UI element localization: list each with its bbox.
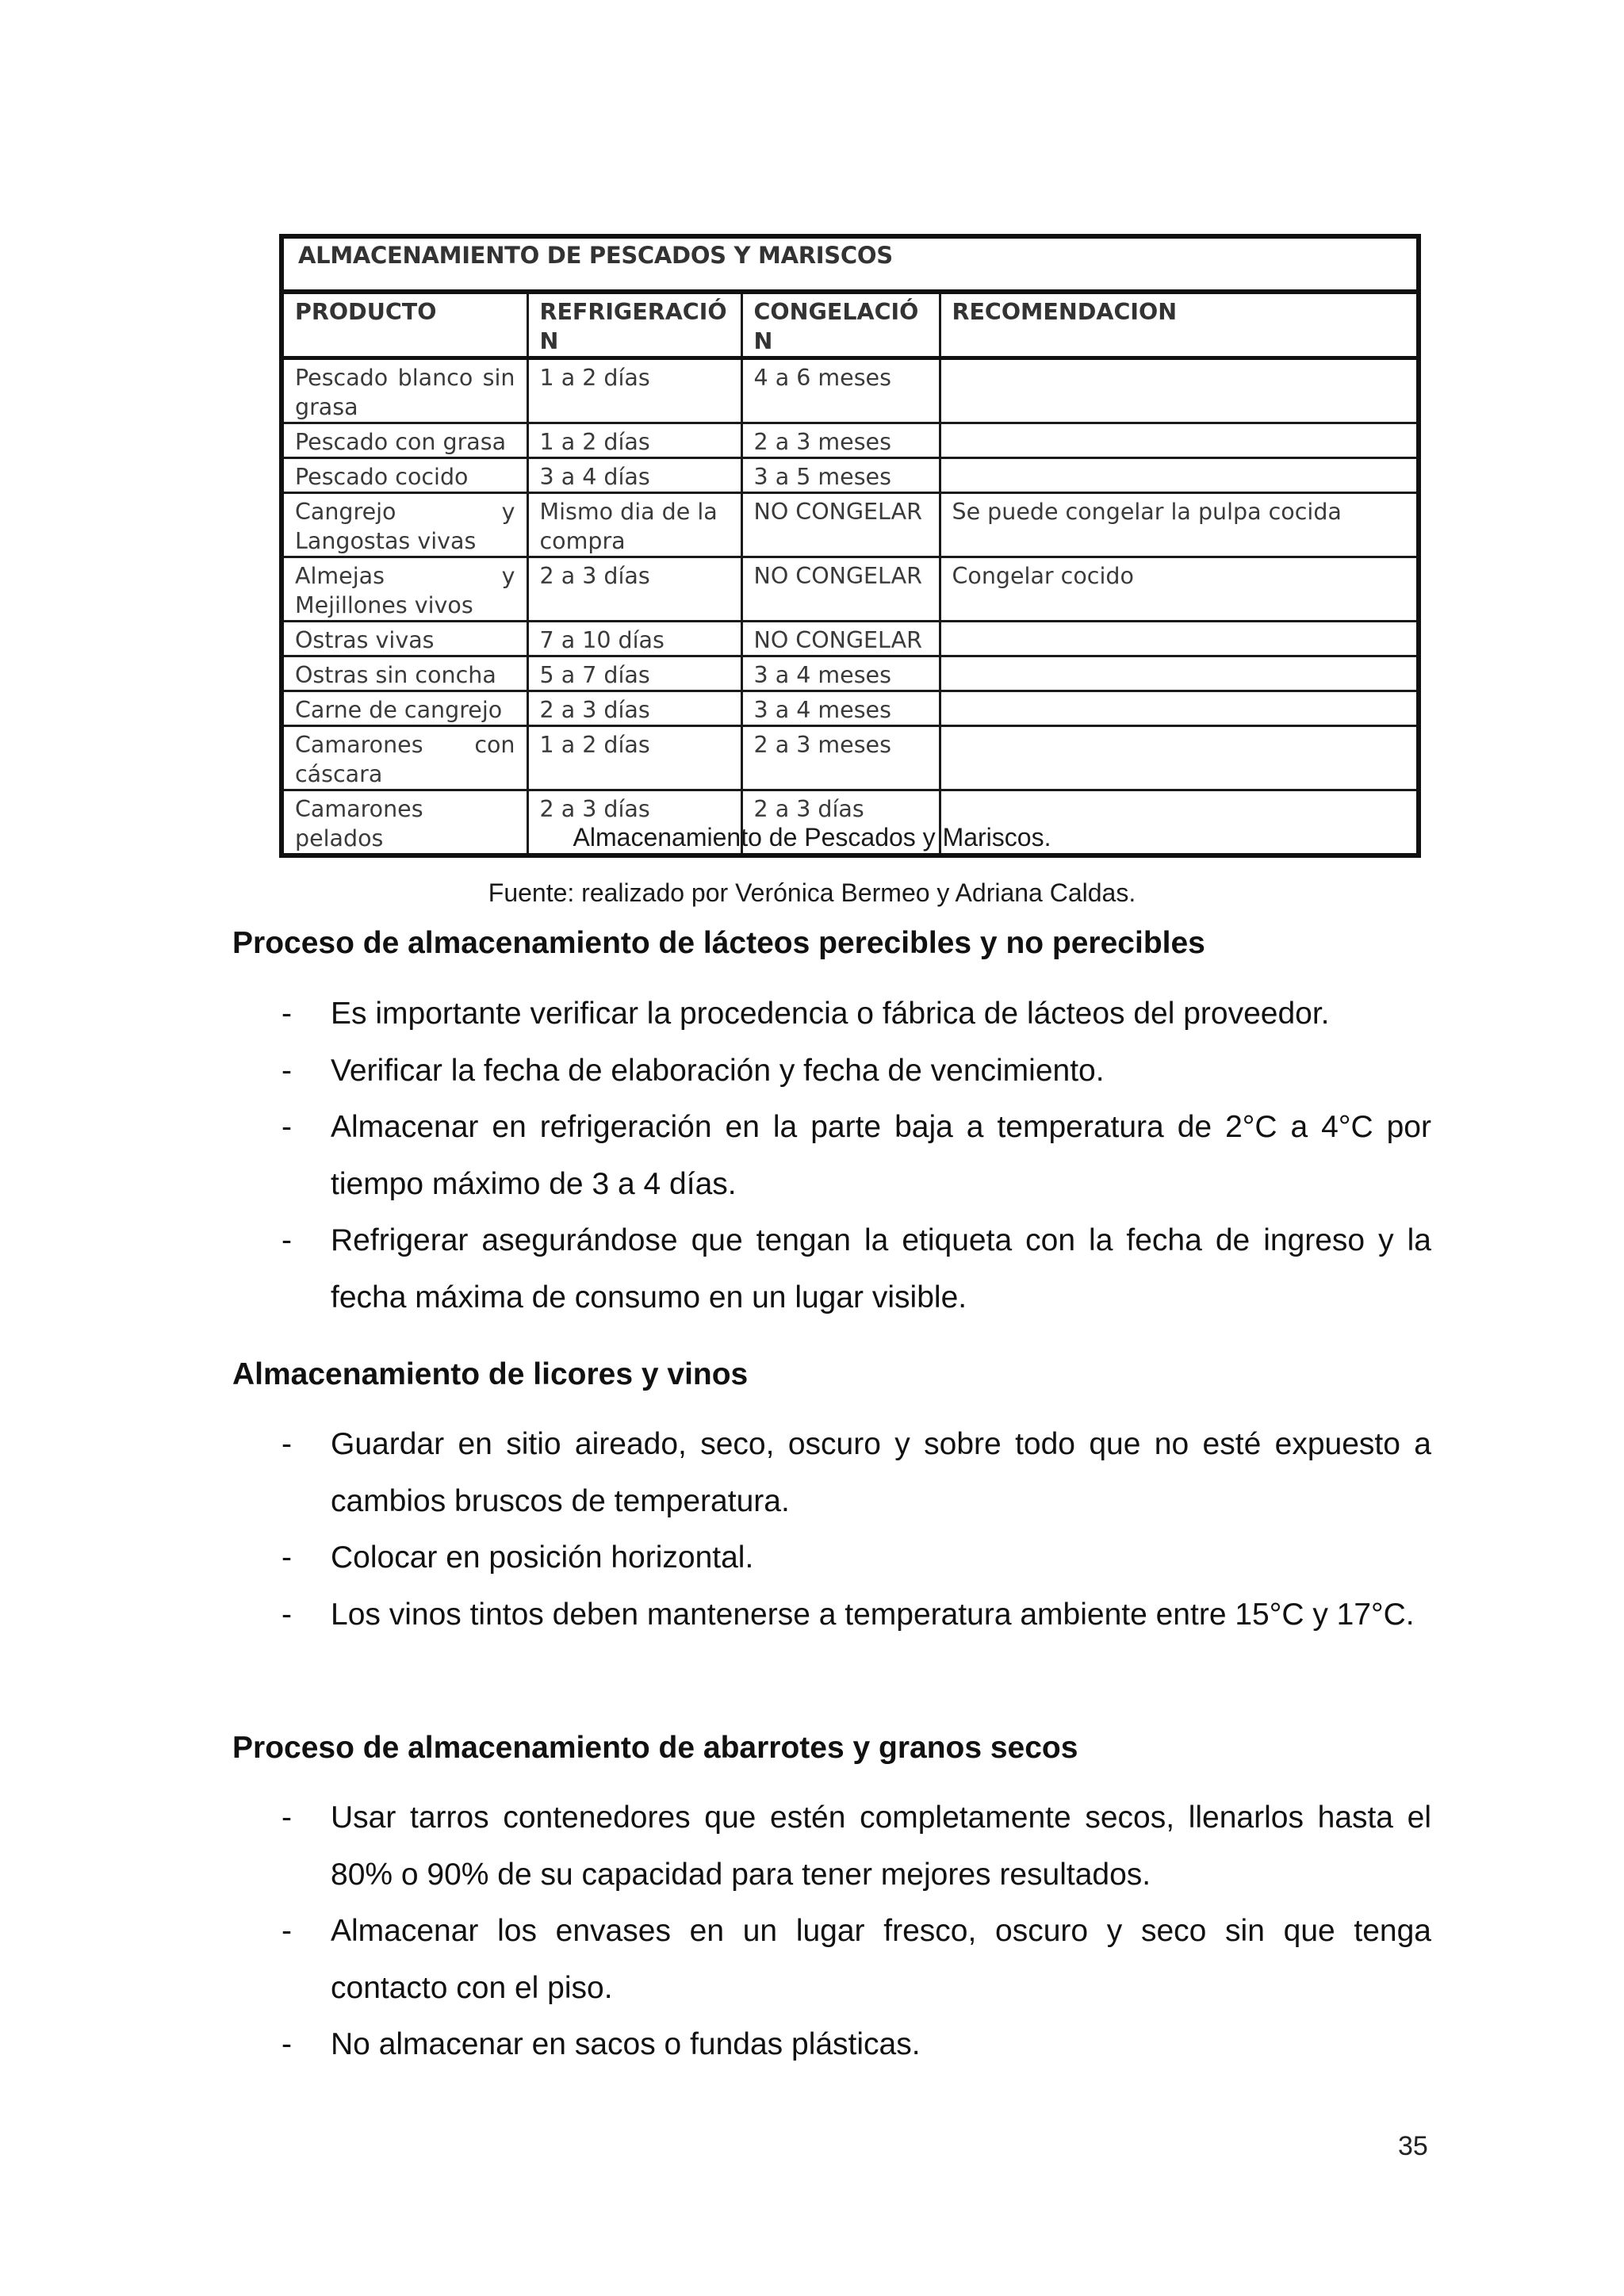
- cell-producto: Ostras vivas: [284, 622, 527, 656]
- cell-refrigeracion: 2 a 3 días: [527, 557, 741, 622]
- table-title: ALMACENAMIENTO DE PESCADOS Y MARISCOS: [284, 239, 1416, 294]
- bullet-dash: -: [282, 1053, 292, 1088]
- cell-refrigeracion: Mismo dia de la compra: [527, 493, 741, 557]
- table-row: [284, 493, 1416, 557]
- cell-producto: Pescado blanco sin grasa: [284, 358, 527, 423]
- table-row: [284, 423, 1416, 458]
- cell-producto: Camarones pelados: [284, 790, 527, 854]
- section-heading-abarrotes: Proceso de almacenamiento de abarrotes y granos secos: [232, 1731, 1078, 1765]
- cell-recomendacion: [940, 726, 1416, 790]
- table-row: [284, 656, 1416, 691]
- bullet-list-lacteos: [282, 985, 1431, 1326]
- cell-refrigeracion: 5 a 7 días: [527, 656, 741, 691]
- bullet-dash: -: [282, 1800, 292, 1835]
- bullet-list-licores: [282, 1416, 1431, 1643]
- bullet-list-abarrotes: [282, 1789, 1431, 2073]
- bullet-dash: -: [282, 1223, 292, 1257]
- table-row: [284, 726, 1416, 790]
- list-item: - Colocar en posición horizontal.: [282, 1529, 1431, 1586]
- list-item: - Guardar en sitio aireado, seco, oscuro y sobre todo que no esté expuesto a cambios bruscos de temperatura.: [282, 1416, 1431, 1529]
- cell-recomendacion: [940, 656, 1416, 691]
- bullet-dash: -: [282, 1914, 292, 1948]
- cell-congelacion: 2 a 3 días: [741, 790, 940, 854]
- bullet-dash: -: [282, 1427, 292, 1461]
- cell-producto: Almejas y Mejillones vivos: [284, 557, 527, 622]
- cell-recomendacion: Se puede congelar la pulpa cocida: [940, 493, 1416, 557]
- cell-congelacion: 3 a 4 meses: [741, 656, 940, 691]
- cell-congelacion: 3 a 5 meses: [741, 458, 940, 493]
- cell-refrigeracion: 3 a 4 días: [527, 458, 741, 493]
- cell-congelacion: NO CONGELAR: [741, 493, 940, 557]
- storage-table: [284, 294, 1416, 853]
- cell-congelacion: 4 a 6 meses: [741, 358, 940, 423]
- figure-source: Fuente: realizado por Verónica Bermeo y Adriana Caldas.: [488, 878, 1136, 907]
- figure-caption: Almacenamiento de Pescados y Mariscos.: [573, 823, 1051, 851]
- cell-congelacion: NO CONGELAR: [741, 557, 940, 622]
- header-producto: PRODUCTO: [284, 294, 527, 358]
- table-header-row: [284, 294, 1416, 358]
- cell-congelacion: 2 a 3 meses: [741, 726, 940, 790]
- cell-congelacion: 2 a 3 meses: [741, 423, 940, 458]
- list-item: - Almacenar en refrigeración en la parte baja a temperatura de 2°C a 4°C por tiempo máximo de 3 a 4 días.: [282, 1099, 1431, 1212]
- list-item: - Es importante verificar la procedencia o fábrica de lácteos del proveedor.: [282, 985, 1431, 1043]
- cell-producto: Ostras sin concha: [284, 656, 527, 691]
- bullet-dash: -: [282, 2027, 292, 2061]
- table-row: [284, 622, 1416, 656]
- bullet-dash: -: [282, 1540, 292, 1575]
- cell-refrigeracion: 1 a 2 días: [527, 358, 741, 423]
- cell-refrigeracion: 2 a 3 días: [527, 790, 741, 854]
- cell-refrigeracion: 1 a 2 días: [527, 423, 741, 458]
- section-heading-licores: Almacenamiento de licores y vinos: [232, 1357, 749, 1391]
- cell-recomendacion: Congelar cocido: [940, 557, 1416, 622]
- cell-refrigeracion: 1 a 2 días: [527, 726, 741, 790]
- table-row: [284, 691, 1416, 726]
- list-item: - Verificar la fecha de elaboración y fecha de vencimiento.: [282, 1043, 1431, 1100]
- cell-refrigeracion: 2 a 3 días: [527, 691, 741, 726]
- bullet-dash: -: [282, 1597, 292, 1632]
- bullet-dash: -: [282, 1110, 292, 1144]
- storage-table-figure: [279, 234, 1421, 858]
- cell-recomendacion: [940, 358, 1416, 423]
- header-refrigeracion: REFRIGERACIÓ N: [527, 294, 741, 358]
- table-row: [284, 358, 1416, 423]
- list-item: - Almacenar los envases en un lugar fresco, oscuro y seco sin que tenga contacto con el piso.: [282, 1903, 1431, 2016]
- bullet-dash: -: [282, 997, 292, 1031]
- table-row: [284, 557, 1416, 622]
- list-item: - Refrigerar asegurándose que tengan la etiqueta con la fecha de ingreso y la fecha máxima de consumo en un lugar visible.: [282, 1212, 1431, 1326]
- page-number: 35: [1398, 2131, 1428, 2161]
- cell-congelacion: NO CONGELAR: [741, 622, 940, 656]
- cell-recomendacion: [940, 622, 1416, 656]
- header-recomendacion: RECOMENDACION: [940, 294, 1416, 358]
- section-heading-lacteos: Proceso de almacenamiento de lácteos perecibles y no perecibles: [232, 926, 1205, 960]
- cell-recomendacion: [940, 691, 1416, 726]
- list-item: - Usar tarros contenedores que estén completamente secos, llenarlos hasta el 80% o 90% de su capacidad para tener mejores resultados.: [282, 1789, 1431, 1903]
- cell-refrigeracion: 7 a 10 días: [527, 622, 741, 656]
- cell-producto: Cangrejo y Langostas vivas: [284, 493, 527, 557]
- header-congelacion: CONGELACIÓ N: [741, 294, 940, 358]
- cell-congelacion: 3 a 4 meses: [741, 691, 940, 726]
- cell-recomendacion: [940, 458, 1416, 493]
- cell-producto: Camarones con cáscara: [284, 726, 527, 790]
- table-row: [284, 458, 1416, 493]
- cell-recomendacion: [940, 423, 1416, 458]
- list-item: - No almacenar en sacos o fundas plásticas.: [282, 2016, 1431, 2073]
- cell-producto: Pescado con grasa: [284, 423, 527, 458]
- cell-producto: Pescado cocido: [284, 458, 527, 493]
- cell-producto: Carne de cangrejo: [284, 691, 527, 726]
- list-item: - Los vinos tintos deben mantenerse a temperatura ambiente entre 15°C y 17°C.: [282, 1586, 1431, 1644]
